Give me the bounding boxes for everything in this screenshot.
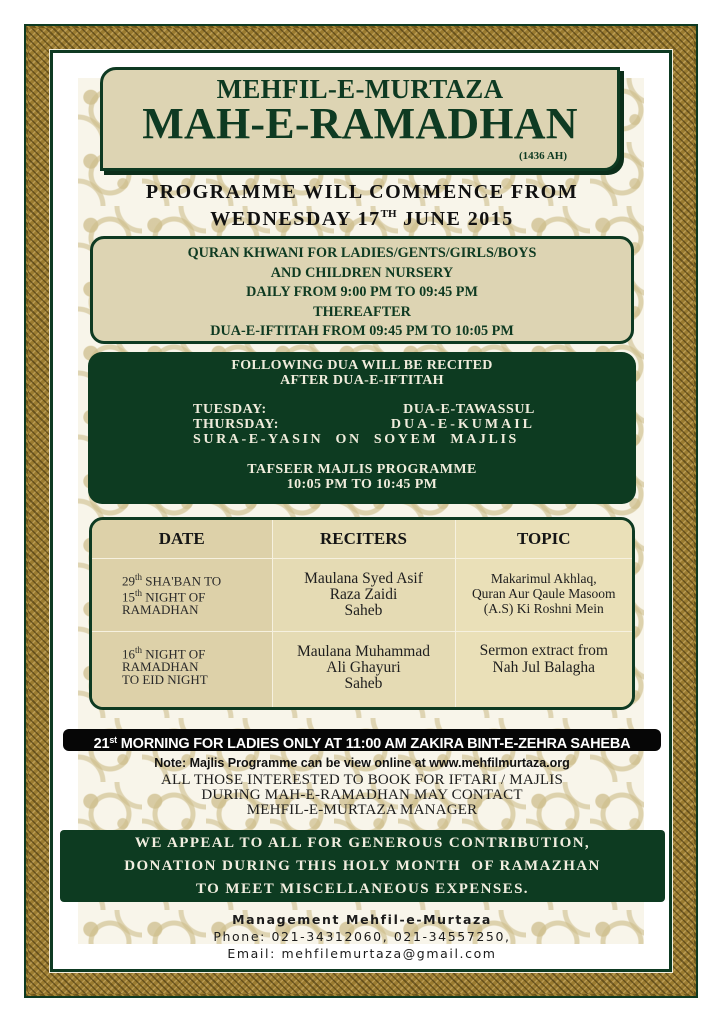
quran-line: QURAN KHWANI FOR LADIES/GENTS/GIRLS/BOYS xyxy=(187,245,537,261)
topic-cell: Makarimul Akhlaq, Quran Aur Qaule Masoom (A.S) Ki Roshni Mein xyxy=(455,558,632,631)
online-note: Note: Majlis Programme can be view online at www.mehfilmurtaza.org xyxy=(154,756,570,770)
hijri-year: (1436 AH) xyxy=(519,150,567,162)
quran-line: DAILY FROM 9:00 PM TO 09:45 PM xyxy=(246,284,478,300)
header-date: DATE xyxy=(92,520,272,558)
contact-footer xyxy=(100,912,624,962)
topic-cell: Sermon extract from Nah Jul Balagha xyxy=(455,631,632,707)
phone-numbers: Phone: 021-34312060, 021-34557250, xyxy=(213,929,511,944)
dua-row: THURSDAY: DUA-E-KUMAIL xyxy=(193,417,535,432)
ladies-morning-banner: 21st MORNING FOR LADIES ONLY AT 11:00 AM ZAKIRA BINT-E-ZEHRA SAHEBA xyxy=(63,729,661,751)
date-cell: 16th NIGHT OF RAMADHAN TO EID NIGHT xyxy=(92,631,272,707)
event-title: MAH-E-RAMADHAN xyxy=(142,99,578,148)
dua-schedule xyxy=(193,402,535,447)
sura-row: SURA-E-YASIN ON SOYEM MAJLIS xyxy=(193,432,519,447)
table-row xyxy=(92,631,632,707)
quran-line: THEREAFTER xyxy=(313,303,411,320)
dua-row: TUESDAY: DUA-E-TAWASSUL xyxy=(193,402,535,417)
dua-box xyxy=(88,352,636,504)
title-box xyxy=(100,67,620,171)
reciter-cell: Maulana Syed Asif Raza Zaidi Saheb xyxy=(272,558,455,631)
tafseer-programme: TAFSEER MAJLIS PROGRAMME 10:05 PM TO 10:45 PM xyxy=(247,462,477,492)
header-topic: TOPIC xyxy=(455,520,632,558)
quran-line: DUA-E-IFTITAH FROM 09:45 PM TO 10:05 PM xyxy=(210,323,514,339)
quran-khwani-box xyxy=(90,236,634,344)
dua-heading: FOLLOWING DUA WILL BE RECITED AFTER DUA-E-IFTITAH xyxy=(231,358,493,388)
management-label: Management Mehfil-e-Murtaza xyxy=(232,912,492,927)
table-row xyxy=(92,558,632,631)
schedule-table xyxy=(89,517,635,710)
email-address: Email: mehfilemurtaza@gmail.com xyxy=(227,946,497,961)
commence-line-2: WEDNESDAY 17TH JUNE 2015 xyxy=(210,208,514,230)
header-reciters: RECITERS xyxy=(272,520,455,558)
donation-appeal: WE APPEAL TO ALL FOR GENEROUS CONTRIBUTION, DONATION DURING THIS HOLY MONTH OF RAMAZHAN TO MEET MISCELLANEOUS EXPENSES. xyxy=(60,830,665,902)
org-title: MEHFIL-E-MURTAZA xyxy=(216,74,504,104)
commence-notice xyxy=(60,181,664,230)
date-cell: 29th SHA'BAN TO 15th NIGHT OF RAMADHAN xyxy=(92,558,272,631)
commence-line-1: PROGRAMME WILL COMMENCE FROM xyxy=(145,181,579,203)
reciter-cell: Maulana Muhammad Ali Ghayuri Saheb xyxy=(272,631,455,707)
quran-line: AND CHILDREN NURSERY xyxy=(270,264,454,281)
booking-info: ALL THOSE INTERESTED TO BOOK FOR IFTARI / MAJLIS DURING MAH-E-RAMADHAN MAY CONTACT MEHFIL-E-MURTAZA MANAGER xyxy=(160,772,564,818)
